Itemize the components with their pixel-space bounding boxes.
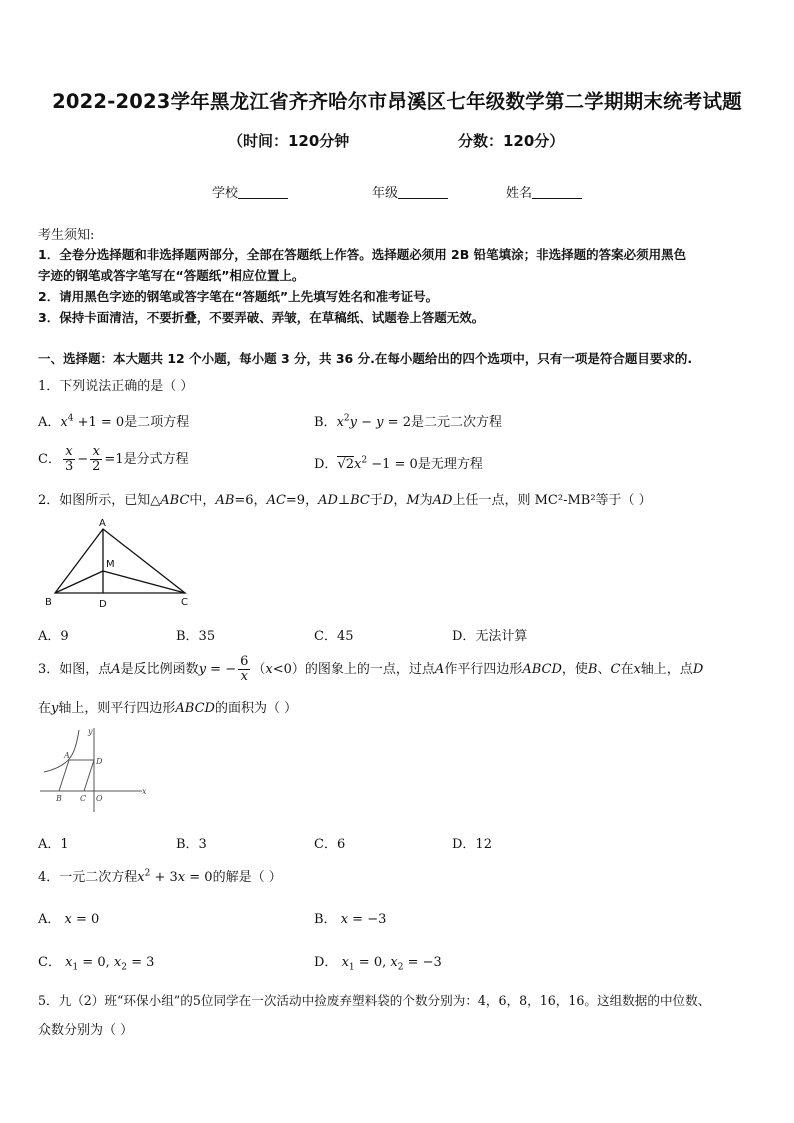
q3-option-c: C．6 (314, 837, 346, 852)
q1-option-d: D．$√2x^2 -1 = 0$是无理方程 (314, 455, 483, 472)
q1-option-a: A．$x^4 +1 = 0$是二项方程 (38, 413, 190, 430)
svg-text:x: x (142, 787, 147, 796)
label-a: A (99, 518, 106, 529)
q4-option-c: C． $x_1 = 0$, $x_2 = 3$ (38, 955, 155, 973)
name-blank (532, 186, 582, 199)
instruction-2: 2．请用黑色字迹的钢笔或答字笔在“答题纸”上先填写姓名和准考证号。 (38, 289, 439, 304)
q3-option-a: A．1 (38, 837, 69, 852)
svg-text:C: C (80, 794, 87, 803)
svg-text:A: A (64, 751, 70, 760)
q4-option-d: D． $x_1 = 0$, $x_2 = -3$ (314, 955, 442, 973)
time-info: （时间：120分钟 (228, 132, 350, 150)
svg-text:O: O (96, 794, 103, 803)
q4-stem: 4．一元二次方程$x^2 + 3x = 0$的解是（ ） (38, 868, 282, 885)
instruction-1a: 1．全卷分选择题和非选择题两部分，全部在答题纸上作答。选择题必须用 2B 铅笔填涂；非选择题的答案必须用黑色 (38, 247, 687, 262)
school-label: 学校 (212, 186, 239, 201)
q5-stem-line2: 众数分别为（ ） (38, 1023, 134, 1038)
instruction-1b: 字迹的钢笔或答字笔写在“答题纸”相应位置上。 (38, 268, 305, 283)
parallelogram-abcd (59, 760, 94, 791)
school-field (212, 182, 288, 201)
q4-option-a: A． x = 0 (38, 912, 100, 927)
label-b: B (45, 597, 52, 608)
svg-text:B: B (56, 794, 62, 803)
label-m: M (106, 559, 115, 570)
grade-blank (398, 186, 448, 199)
grade-label: 年级 (372, 186, 399, 201)
q3-stem-line2: 在y轴上，则平行四边形ABCD的面积为（ ） (38, 701, 298, 716)
q3-option-d: D．12 (452, 837, 492, 852)
q1-option-b: B．$x^2y - y = 2$是二元二次方程 (314, 413, 502, 430)
school-blank (238, 186, 288, 199)
q2-stem: 2．如图所示，已知△ABC中，AB=6，AC=9，AD⊥BC于D，M为AD上任一点，则 MC²-MB²等于（ ） (38, 493, 652, 508)
grade-field (372, 182, 448, 201)
q4-option-b: B． x = −3 (314, 912, 387, 927)
q5-stem-line1: 5．九（2）班“环保小组”的5位同学在一次活动中捡废弃塑料袋的个数分别为：4，6，8，16，16。这组数据的中位数、 (38, 993, 711, 1008)
exam-title: 2022-2023学年黑龙江省齐齐哈尔市昂溪区七年级数学第二学期期末统考试题 (52, 90, 742, 113)
q3-option-b: B．3 (176, 837, 207, 852)
instruction-3: 3．保持卡面清洁，不要折叠，不要弄破、弄皱，在草稿纸、试题卷上答题无效。 (38, 310, 485, 325)
svg-text:y: y (88, 727, 93, 736)
hyperbola-curve (44, 730, 79, 772)
label-d: D (99, 599, 107, 610)
q1-option-c: C． $\frac{x}{3}$ − $\frac{x}{2}$ =1是分式方程 (38, 444, 189, 474)
name-label: 姓名 (506, 186, 533, 201)
triangle-figure (40, 516, 200, 612)
q2-option-d: D．无法计算 (452, 629, 528, 644)
q3-stem-line1: 3．如图，点A是反比例函数y = − $\frac{6}{x}$ （x<0）的图象上的一点，过点A作平行四边形ABCD，使B、C在x轴上，点D (38, 654, 704, 684)
label-c: C (181, 597, 188, 608)
name-field (506, 182, 582, 201)
section-heading: 一、选择题：本大题共 12 个小题，每小题 3 分，共 36 分.在每小题给出的四个选项中，只有一项是符合题目要求的. (38, 351, 693, 366)
q1-stem: 1．下列说法正确的是（ ） (38, 379, 194, 394)
svg-text:D: D (96, 757, 103, 766)
segment-mc (103, 571, 185, 593)
parallelogram-figure (38, 724, 148, 814)
instructions-heading: 考生须知: (38, 228, 95, 243)
score-info: 分数：120分） (458, 132, 565, 150)
q2-option-b: B．35 (176, 629, 216, 644)
q2-option-c: C．45 (314, 629, 354, 644)
segment-mb (55, 571, 103, 593)
q2-option-a: A．9 (38, 629, 69, 644)
